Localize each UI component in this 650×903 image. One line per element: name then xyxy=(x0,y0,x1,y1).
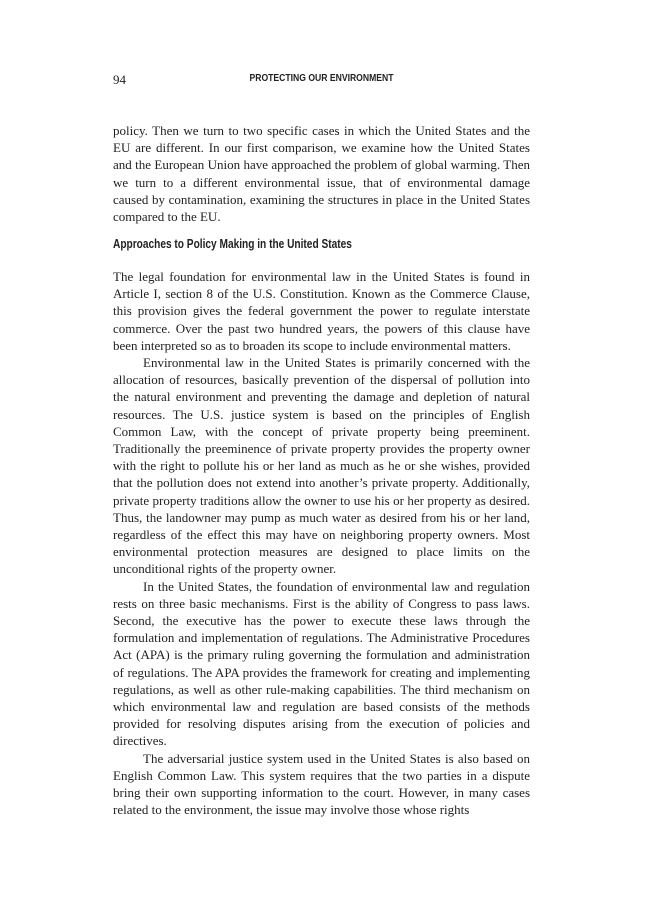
running-head xyxy=(113,72,530,90)
intro-paragraph: policy. Then we turn to two specific cases in which the United States and the EU are different. In our first comparison, we examine how the United States and the European Union have approached the problem of global warming. Then we turn to a different environmental issue, that of environmental damage caused by contamination, examining the structures in place in the United States compared to the EU. xyxy=(113,123,530,225)
main-text-block xyxy=(113,268,530,819)
paragraph-resource-allocation: Environmental law in the United States is primarily concerned with the allocation of resources, basically prevention of the dispersal of pollution into the natural environment and preventing the damage and depletion of natural resources. The U.S. justice system is based on the principles of English Common Law, with the concept of private property being preeminent. Traditionally the preeminence of private property provides the property owner with the right to pollute his or her land as much as he or she wishes, provided that the pollution does not extend into another’s private property. Additionally, private property traditions allow the owner to use his or her property as desired. Thus, the landowner may pump as much water as desired from his or her land, regardless of the effect this may have on neighboring property owners. Most environmental protection measures are designed to place limits on the unconditional rights of the property owner. xyxy=(113,355,530,577)
page-number: 94 xyxy=(113,72,126,87)
running-title: PROTECTING OUR ENVIRONMENT xyxy=(249,72,394,84)
intro-text-block xyxy=(113,122,530,225)
paragraph-commerce-clause: The legal foundation for environmental law in the United States is found in Article I, section 8 of the U.S. Constitution. Known as the Commerce Clause, this provision gives the federal government the power to regulate interstate commerce. Over the past two hundred years, the powers of this clause have been interpreted so as to broaden its scope to include environmental matters. xyxy=(113,269,530,353)
paragraph-adversarial-system: The adversarial justice system used in the United States is also based on English Common Law. This system requires that the two parties in a dispute bring their own supporting information to the court. However, in many cases related to the environment, the issue may involve those whose rights xyxy=(113,750,530,818)
section-heading: Approaches to Policy Making in the United States xyxy=(113,236,352,251)
paragraph-three-mechanisms: In the United States, the foundation of environmental law and regulation rests on three basic mechanisms. First is the ability of Congress to pass laws. Second, the executive has the power to execute these laws through the formulation and implementation of regulations. The Administrative Procedures Act (APA) is the primary ruling governing the formulation and administration of regulations. The APA provides the framework for creating and implementing regulations, as well as other rule-making capabilities. The third mechanism on which environmental law and regulation are based consists of the methods provided for resolving disputes arising from the execution of policies and directives. xyxy=(113,578,530,749)
